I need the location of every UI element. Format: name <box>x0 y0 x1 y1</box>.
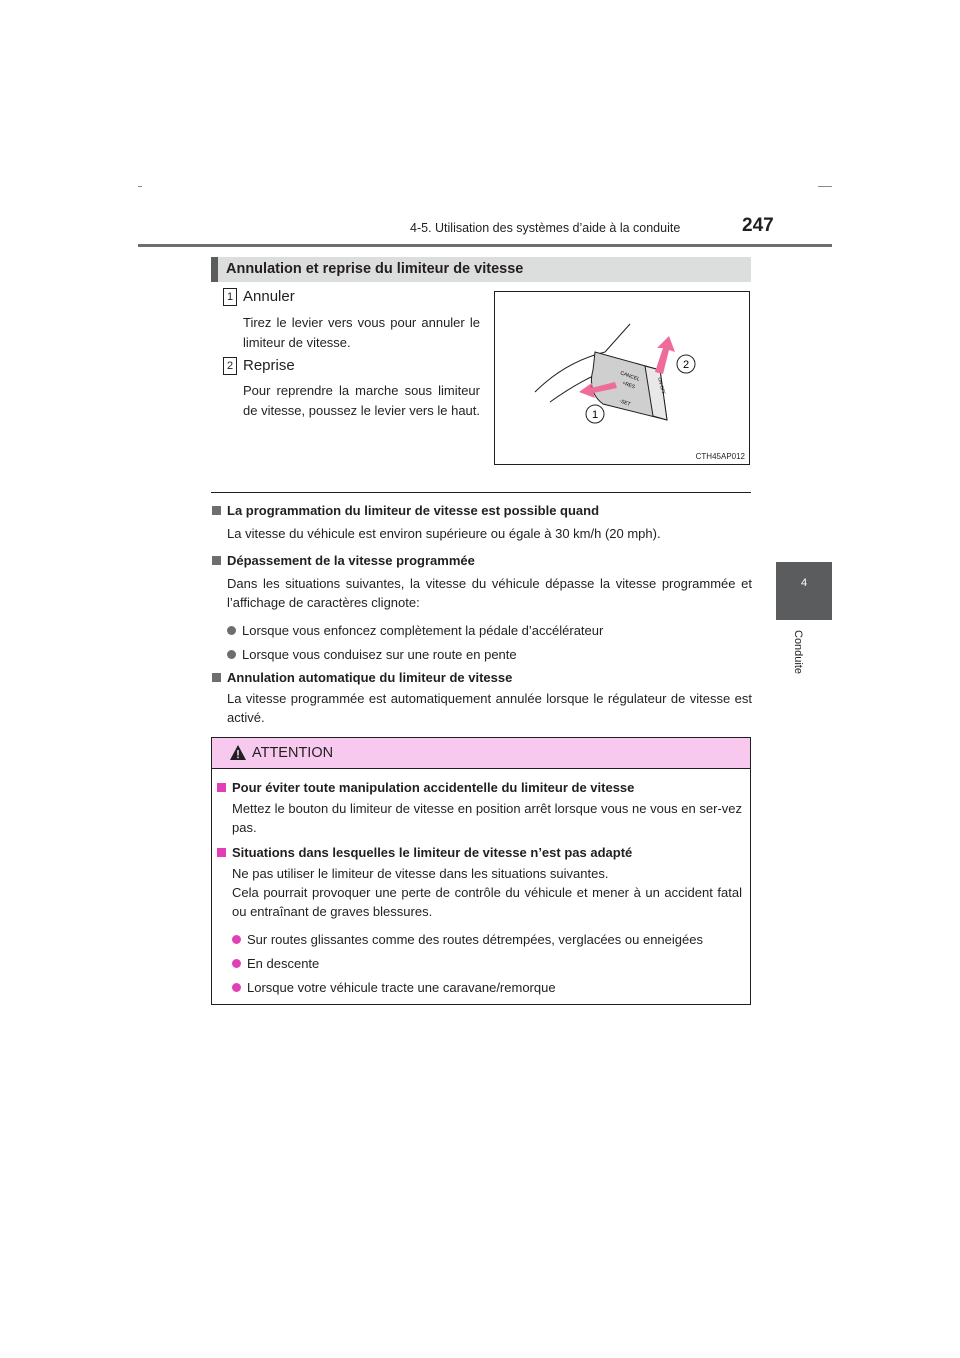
warning-header <box>212 738 750 769</box>
note-3-head: Annulation automatique du limiteur de vitesse <box>212 670 752 685</box>
warning-2-bullet-2: En descente <box>232 954 742 973</box>
square-bullet-icon <box>212 673 221 682</box>
round-bullet-icon <box>232 983 241 992</box>
note-1-body: La vitesse du véhicule est environ supérieure ou égale à 30 km/h (20 mph). <box>227 526 661 541</box>
step-number-2: 2 <box>223 357 237 375</box>
square-bullet-icon <box>212 506 221 515</box>
round-bullet-icon <box>232 935 241 944</box>
chapter-number: 4 <box>800 577 808 589</box>
callout-1: 1 <box>591 409 599 421</box>
note-2-bullet-1: Lorsque vous enfoncez complètement la pédale d’accélérateur <box>227 621 752 640</box>
step-body-1: Tirez le levier vers vous pour annuler le limiteur de vitesse. <box>243 315 480 350</box>
section-title: Annulation et reprise du limiteur de vitesse <box>226 261 524 277</box>
note-2-body: Dans les situations suivantes, la vitesse du véhicule dépasse la vitesse programmée et l’affichage de caractères clignote: <box>227 576 752 610</box>
step-title-2: Reprise <box>243 357 295 374</box>
square-bullet-icon <box>217 848 226 857</box>
warning-2-bullet-1: Sur routes glissantes comme des routes détrempées, verglacées ou enneigées <box>232 930 742 949</box>
lever-figure <box>494 291 750 465</box>
crop-mark-right <box>818 186 832 187</box>
section-heading <box>211 257 751 282</box>
chapter-label-text: Conduite <box>792 630 804 675</box>
note-2-bullet-2: Lorsque vous conduisez sur une route en pente <box>227 645 752 664</box>
page-number: 247 <box>742 215 774 236</box>
running-header: 4-5. Utilisation des systèmes d’aide à la conduite <box>410 221 681 235</box>
lever-label-onoff: ON-OFF <box>657 376 667 395</box>
section-heading-bar <box>211 257 218 282</box>
push-up-arrow <box>655 336 675 374</box>
note-2-head: Dépassement de la vitesse programmée <box>212 553 752 568</box>
crop-mark-left <box>138 186 142 187</box>
round-bullet-icon <box>232 959 241 968</box>
figure-code: CTH45AP012 <box>695 452 745 461</box>
warning-2-bullet-3: Lorsque votre véhicule tracte une caravane/remorque <box>232 978 742 997</box>
warning-2-body-1: Ne pas utiliser le limiteur de vitesse dans les situations suivantes. <box>232 866 609 881</box>
warning-triangle-icon <box>229 744 247 761</box>
square-bullet-icon <box>212 556 221 565</box>
lever-label-cancel: CANCEL <box>619 370 641 383</box>
lever-label-set: -SET <box>618 398 632 408</box>
warning-title: ATTENTION <box>252 745 334 761</box>
warning-box <box>211 737 751 1005</box>
step-title-1: Annuler <box>243 288 295 305</box>
callout-2: 2 <box>682 359 690 371</box>
note-3-body: La vitesse programmée est automatiquement annulée lorsque le régulateur de vitesse est activé. <box>227 691 752 725</box>
square-bullet-icon <box>217 783 226 792</box>
chapter-label <box>788 630 808 690</box>
round-bullet-icon <box>227 650 236 659</box>
note-1-head: La programmation du limiteur de vitesse est possible quand <box>212 503 752 518</box>
round-bullet-icon <box>227 626 236 635</box>
warning-content <box>217 780 742 997</box>
warning-2-body-2: Cela pourrait provoquer une perte de contrôle du véhicule et mener à un accident fatal ou entraînant de graves blessures. <box>232 885 742 919</box>
header-rule <box>138 244 832 247</box>
chapter-tab <box>776 562 832 620</box>
warning-1-body: Mettez le bouton du limiteur de vitesse en position arrêt lorsque vous ne vous en ser-vez pas. <box>232 801 742 835</box>
lever-illustration <box>495 292 749 464</box>
warning-2-head: Situations dans lesquelles le limiteur de vitesse n’est pas adapté <box>217 845 742 860</box>
notes-divider <box>211 492 751 493</box>
step-body-2: Pour reprendre la marche sous limiteur de vitesse, poussez le levier vers le haut. <box>243 383 481 418</box>
notes-block <box>212 503 752 727</box>
warning-1-head: Pour éviter toute manipulation accidentelle du limiteur de vitesse <box>217 780 742 795</box>
lever-label-res: +RES <box>621 380 636 391</box>
step-number-1: 1 <box>223 288 237 306</box>
